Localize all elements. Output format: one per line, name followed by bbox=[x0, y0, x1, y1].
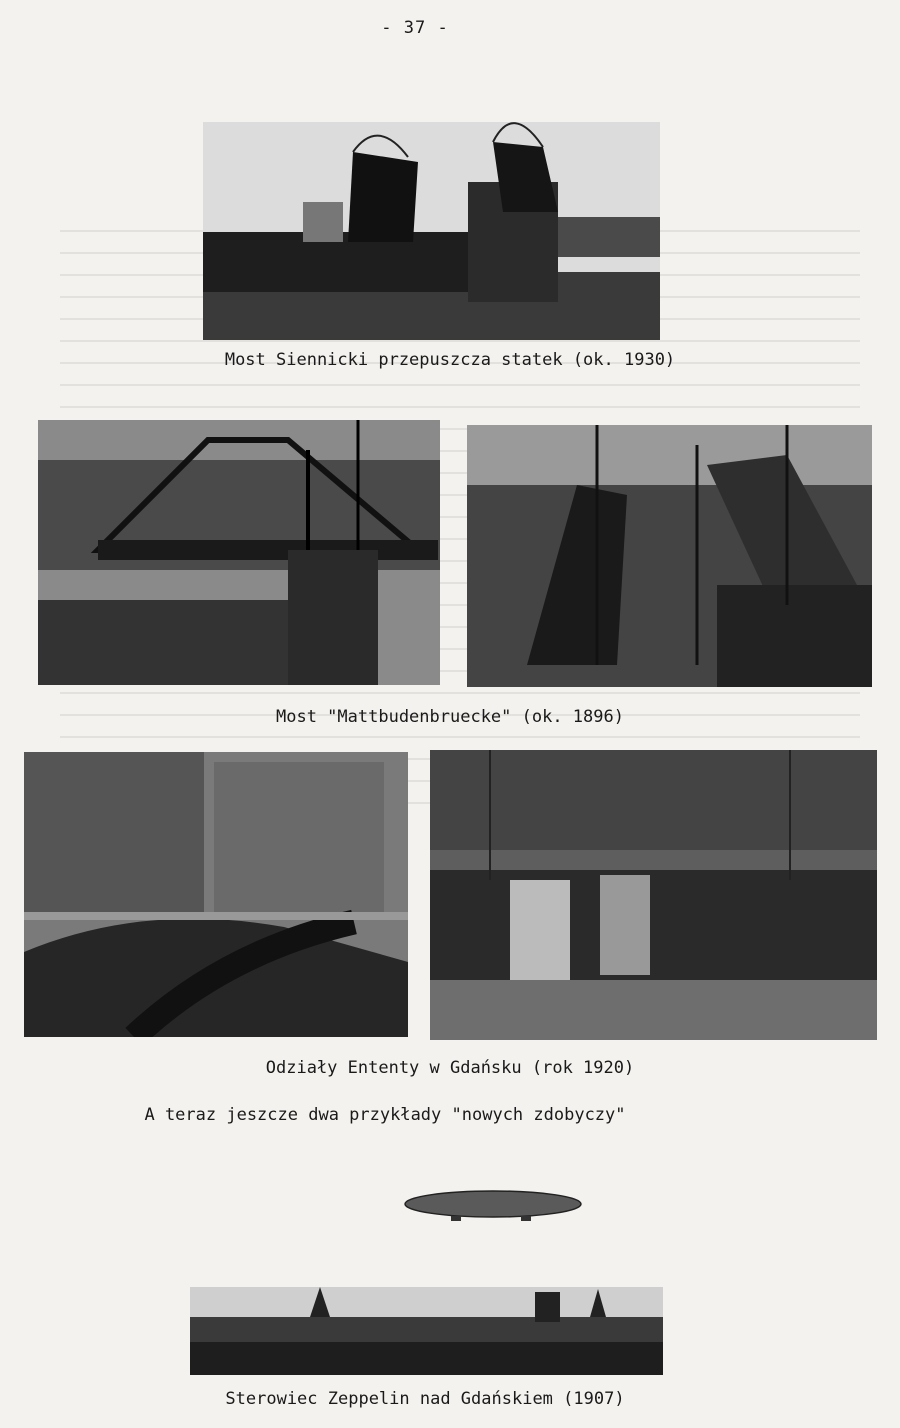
caption-photo2: Most "Mattbudenbruecke" (ok. 1896) bbox=[276, 707, 624, 727]
zeppelin-image bbox=[403, 1187, 583, 1227]
intro-text: A teraz jeszcze dwa przykłady "nowych zdobyczy" bbox=[144, 1105, 626, 1125]
page-number: - 37 - bbox=[381, 18, 449, 38]
photo-mattbuden-bridge-right bbox=[467, 425, 872, 687]
caption-photo4: Sterowiec Zeppelin nad Gdańskiem (1907) bbox=[225, 1389, 625, 1409]
photo-siennicki-bridge bbox=[203, 122, 660, 340]
photo-mattbuden-bridge-left bbox=[38, 420, 440, 685]
photo-gdansk-panorama bbox=[190, 1287, 663, 1375]
caption-photo1: Most Siennicki przepuszcza statek (ok. 1930) bbox=[224, 350, 676, 370]
caption-photo3: Odziały Ententy w Gdańsku (rok 1920) bbox=[265, 1058, 635, 1078]
photo-entente-troops-right bbox=[430, 750, 877, 1040]
photo-entente-troops-left bbox=[24, 752, 408, 1037]
